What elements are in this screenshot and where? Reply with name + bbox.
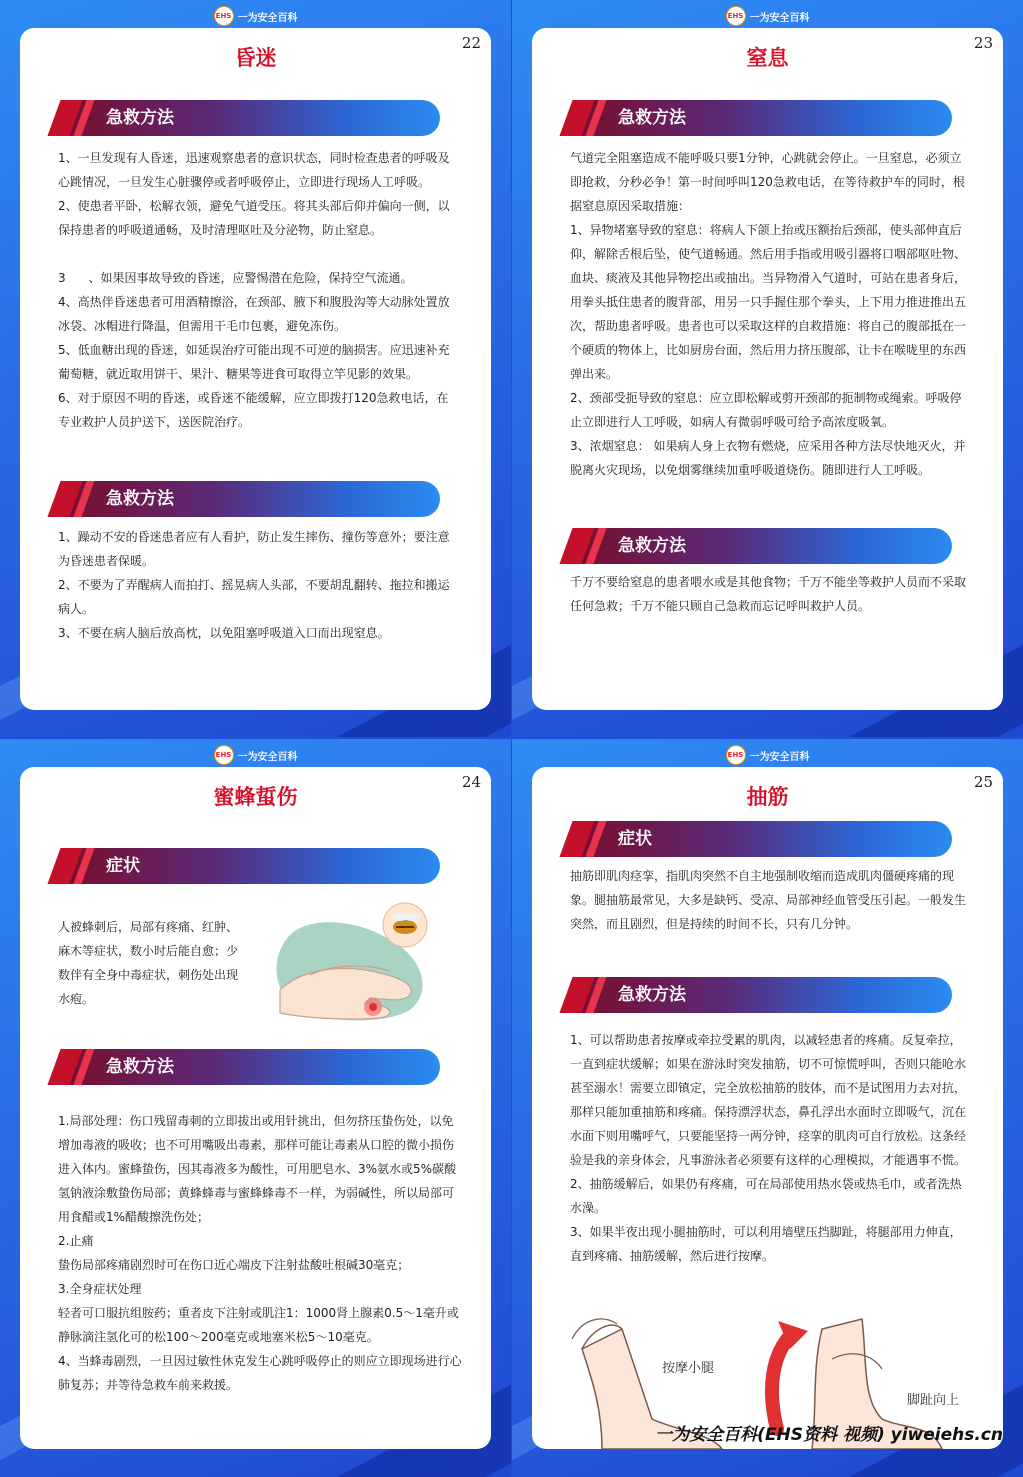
paragraph: 人被蜂刺后，局部有疼痛、红肿、麻木等症状，数小时后能自愈；少数伴有全身中毒症状，刺伤处出现水疱。 <box>58 920 239 1006</box>
footer-watermark: 一为安全百科(EHS资料 视频) yiweiehs.cn <box>655 1425 1003 1445</box>
section-body <box>570 1028 968 1268</box>
paragraph: 1、躁动不安的昏迷患者应有人看护，防止发生摔伤、撞伤等意外；要注意为昏迷患者保暖。 <box>58 530 450 568</box>
brand-logo: EHS 一为安全百科 <box>214 6 298 26</box>
section-body <box>58 146 456 434</box>
page-number: 25 <box>973 773 993 791</box>
section-body <box>570 864 968 936</box>
page-number: 22 <box>461 34 481 52</box>
section-body <box>570 570 968 618</box>
section-heading: 症状 <box>54 848 440 884</box>
paragraph: 2.止痛 <box>58 1234 94 1248</box>
page-title: 抽筋 <box>746 785 789 809</box>
paragraph: 3、不要在病人脑后放高枕，以免阻塞呼吸道入口而出现窒息。 <box>58 626 390 640</box>
bee-sting-hand-illustration <box>270 895 440 1027</box>
paragraph: 蛰伤局部疼痛剧烈时可在伤口近心端皮下注射盐酸吐根碱30毫克； <box>58 1258 410 1272</box>
page-number: 23 <box>973 34 993 52</box>
paragraph: 1、异物堵塞导致的窒息：将病人下颌上抬或压额抬后颈部，使头部伸直后仰，解除舌根后坠，使气道畅通。然后用手指或用吸引器将口咽部呕吐物、血块、痰液及其他异物挖出或抽出。当异物滑入气道时，可站在患者身后，用拳头抵住患者的腹背部，用另一只手握住那个拳头，上下用力推进推出五次，帮助患者呼吸。患者也可以采取这样的自救措施：将自己的腹部抵在一个硬质的物体上，比如厨房台面，然后用力挤压腹部，让卡在喉咙里的东西弹出来。 <box>570 223 967 381</box>
page-card <box>20 28 491 710</box>
ehs-badge-icon: EHS <box>214 6 234 26</box>
page-panel-23 <box>512 0 1023 737</box>
section-heading: 急救方法 <box>54 1049 440 1085</box>
page-card <box>532 28 1003 710</box>
page-card <box>532 767 1003 1449</box>
paragraph: 1、可以帮助患者按摩或牵拉受累的肌肉，以减轻患者的疼痛。反复牵拉，一直到症状缓解；如果在游泳时突发抽筋，切不可惊慌呼叫，否则只能呛水甚至溺水！需要立即镇定，完全放松抽筋的肢体，而不是试图用力去对抗，那样只能加重抽筋和疼痛。保持漂浮状态，鼻孔浮出水面时立即吸气，沉在水面下则用嘴呼气，只要能坚持一两分钟，痉挛的肌肉可自行放松。这条经验是我的亲身体会，凡事游泳者必须要有这样的心理模拟，才能遇事不慌。 <box>570 1033 967 1167</box>
section-heading: 急救方法 <box>54 481 440 517</box>
paragraph: 4、当蜂毒剧烈，一旦因过敏性休克发生心跳呼吸停止的则应立即现场进行心肺复苏；并等待急救车前来救援。 <box>58 1354 462 1392</box>
paragraph: 1.局部处理：伤口残留毒刺的立即拔出或用针挑出，但勿挤压蛰伤处，以免增加毒液的吸收；也不可用嘴吸出毒素，那样可能让毒素从口腔的微小损伤进入体内。蜜蜂蛰伤，因其毒液多为酸性，可用肥皂水、3%氨水或5%碳酸氢钠液涂敷蛰伤局部；黄蜂蜂毒与蜜蜂蜂毒不一样，为弱碱性，所以局部可用食醋或1%醋酸擦洗伤处； <box>58 1114 457 1224</box>
paragraph: 千万不要给窒息的患者喂水或是其他食物；千万不能坐等救护人员而不采取任何急救；千万不能只顾自己急救而忘记呼叫救护人员。 <box>570 575 967 613</box>
brand-logo: EHS 一为安全百科 <box>726 745 810 765</box>
page-panel-24 <box>0 739 511 1477</box>
section-heading: 症状 <box>566 821 952 857</box>
paragraph: 轻者可口服抗组胺药；重者皮下注射或肌注1：1000肾上腺素0.5～1毫升或静脉滴注氢化可的松100～200毫克或地塞米松5～10毫克。 <box>58 1306 459 1344</box>
paragraph <box>58 242 456 266</box>
section-heading: 急救方法 <box>566 100 952 136</box>
section-body <box>58 525 456 645</box>
page-panel-25 <box>512 739 1023 1477</box>
paragraph: 2、不要为了弄醒病人而拍打、摇晃病人头部，不要胡乱翻转、拖拉和搬运病人。 <box>58 578 450 616</box>
paragraph: 3、如果半夜出现小腿抽筋时，可以利用墙壁压挡脚趾，将腿部用力伸直，直到疼痛、抽筋缓解，然后进行按摩。 <box>570 1225 962 1263</box>
paragraph: 2、使患者平卧，松解衣领，避免气道受压。将其头部后仰并偏向一侧，以保持患者的呼吸道通畅，及时清理呕吐及分泌物，防止窒息。 <box>58 199 450 237</box>
section-heading: 急救方法 <box>566 528 952 564</box>
illustration-caption: 脚趾向上 <box>907 1393 960 1408</box>
paragraph: 3 、如果因事故导致的昏迷，应警惕潜在危险，保持空气流通。 <box>58 271 413 285</box>
ehs-badge-icon: EHS <box>726 745 746 765</box>
ehs-badge-icon: EHS <box>726 6 746 26</box>
paragraph: 3.全身症状处理 <box>58 1282 142 1296</box>
page-title: 蜜蜂蜇伤 <box>213 785 298 809</box>
paragraph: 1、一旦发现有人昏迷，迅速观察患者的意识状态，同时检查患者的呼吸及心跳情况，一旦发生心脏骤停或者呼吸停止，立即进行现场人工呼吸。 <box>58 151 450 189</box>
ehs-badge-icon: EHS <box>214 745 234 765</box>
page-panel-22 <box>0 0 511 737</box>
illustration-caption: 按摩小腿 <box>662 1361 715 1376</box>
paragraph: 2、颈部受扼导致的窒息：应立即松解或剪开颈部的扼制物或绳索。呼吸停止立即进行人工呼吸，如病人有微弱呼吸可给予高浓度吸氧。 <box>570 391 962 429</box>
section-body <box>58 1109 462 1397</box>
paragraph: 气道完全阻塞造成不能呼吸只要1分钟，心跳就会停止。一旦窒息，必须立即抢救，分秒必争！第一时间呼叫120急救电话，在等待救护车的同时，根据窒息原因采取措施： <box>570 151 965 213</box>
section-heading: 急救方法 <box>566 977 952 1013</box>
paragraph: 6、对于原因不明的昏迷，或昏迷不能缓解，应立即拨打120急救电话，在专业救护人员护送下，送医院治疗。 <box>58 391 449 429</box>
paragraph: 2、抽筋缓解后，如果仍有疼痛，可在局部使用热水袋或热毛巾，或者洗热水澡。 <box>570 1177 962 1215</box>
paragraph: 4、高热伴昏迷患者可用酒精擦浴，在颈部、腋下和腹股沟等大动脉处置放冰袋、冰帽进行降温，但需用干毛巾包裹，避免冻伤。 <box>58 295 450 333</box>
paragraph: 抽筋即肌肉痉挛，指肌肉突然不自主地强制收缩而造成肌肉僵硬疼痛的现象。腿抽筋最常见，大多是缺钙、受凉、局部神经血管受压引起。一般发生突然，而且剧烈，但是持续的时间不长，只有几分钟。 <box>570 869 967 931</box>
page-title: 昏迷 <box>234 46 277 70</box>
page-title: 窒息 <box>746 46 789 70</box>
section-body <box>570 146 968 482</box>
page-card <box>20 767 491 1449</box>
brand-logo: EHS 一为安全百科 <box>726 6 810 26</box>
section-body <box>58 915 242 1011</box>
page-number: 24 <box>461 773 481 791</box>
section-heading: 急救方法 <box>54 100 440 136</box>
paragraph: 3、浓烟窒息： 如果病人身上衣物有燃烧，应采用各种方法尽快地灭火，并脱离火灾现场，以免烟雾继续加重呼吸道烧伤。随即进行人工呼吸。 <box>570 439 966 477</box>
paragraph: 5、低血糖出现的昏迷，如延误治疗可能出现不可逆的脑损害。应迅速补充葡萄糖，就近取用饼干、果汁、糖果等进食可取得立竿见影的效果。 <box>58 343 450 381</box>
brand-logo: EHS 一为安全百科 <box>214 745 298 765</box>
